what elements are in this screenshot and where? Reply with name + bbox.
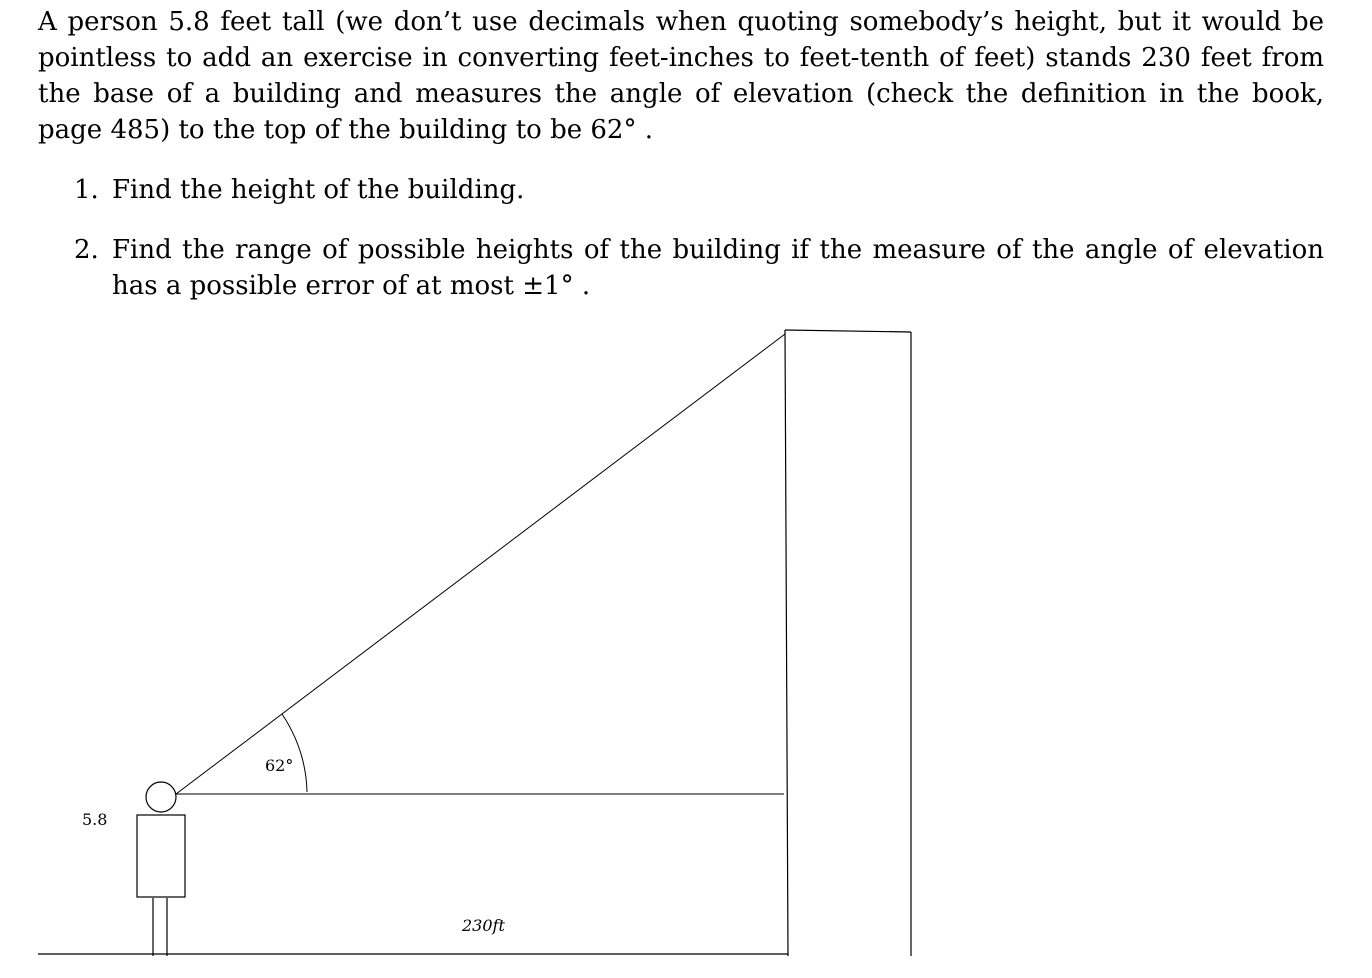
distance-label: 230ft: [462, 916, 505, 935]
line-of-sight: [176, 334, 785, 794]
person-body: [137, 815, 185, 897]
building-roof: [785, 330, 911, 332]
task-text: Find the height of the building.: [112, 175, 525, 205]
task-text: Find the range of possible heights of the building if the measure of the angle of elevation has a possible error of at most ±1° .: [112, 235, 1324, 301]
person: [137, 782, 185, 956]
angle-label: 62°: [265, 756, 294, 775]
building: [785, 330, 911, 956]
task-number: 1.: [74, 175, 99, 205]
task-number: 2.: [74, 235, 99, 265]
angle-arc: [282, 714, 307, 792]
problem-statement: A person 5.8 feet tall (we don’t use decimals when quoting somebody’s height, but it would be pointless to add an exercise in converting feet-inches to feet-tenth of feet) stands 230 feet from the base of a building and measures the angle of elevation (check the definition in the book, page 485) to the top of the building to be 62° .: [38, 7, 1324, 145]
person-height-label: 5.8: [82, 810, 108, 829]
building-left-wall: [785, 330, 788, 956]
person-head: [146, 782, 176, 812]
